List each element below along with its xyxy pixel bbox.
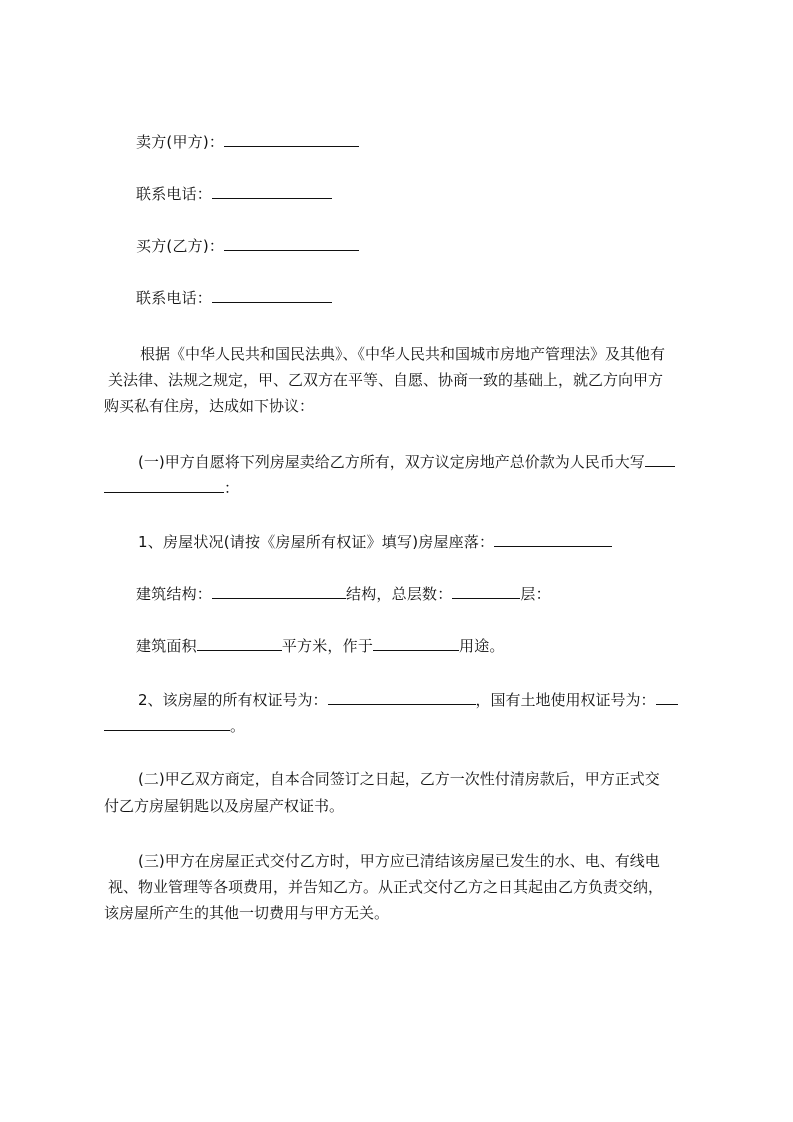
item2-end: 。 (230, 717, 246, 735)
ownership-cert-blank[interactable] (328, 690, 476, 705)
clause3-line-1: (三)甲方在房屋正式交付乙方时，甲方应已清结该房屋已发生的水、电、有线电 (138, 852, 660, 870)
usage-blank[interactable] (373, 636, 459, 651)
area-blank[interactable] (197, 636, 282, 651)
structure-mid: 结构，总层数： (346, 585, 453, 603)
buyer-label: 买方(乙方)： (136, 237, 225, 255)
clause1-line-2 (104, 477, 239, 499)
preamble-line-3: 购买私有住房，达成如下协议： (104, 397, 315, 415)
clause1-line-1 (138, 451, 675, 473)
item2-text: 2、该房屋的所有权证号为： (138, 691, 328, 709)
item1-text: 1、房屋状况(请按《房屋所有权证》填写)房屋座落： (138, 533, 495, 551)
seller-name-blank[interactable] (224, 132, 359, 147)
clause1-colon: ： (224, 479, 240, 497)
clause1-text: (一)甲方自愿将下列房屋卖给乙方所有，双方议定房地产总价款为人民币大写 (138, 453, 645, 471)
item2-line-2 (104, 715, 245, 737)
seller-line (136, 131, 359, 153)
preamble-line-1: 根据《中华人民共和国民法典》、《中华人民共和国城市房地产管理法》及其他有 (140, 345, 666, 363)
structure-label: 建筑结构： (136, 585, 213, 603)
item2-line-1 (138, 689, 678, 711)
land-cert-blank-a[interactable] (656, 690, 678, 705)
seller-phone-blank[interactable] (212, 184, 332, 199)
structure-end: 层： (520, 585, 551, 603)
seller-label: 卖方(甲方)： (136, 133, 225, 151)
structure-line (136, 583, 551, 605)
buyer-phone-label: 联系电话： (136, 289, 213, 307)
buyer-phone-line (136, 287, 332, 309)
land-cert-blank-b[interactable] (104, 716, 230, 731)
structure-blank[interactable] (212, 584, 346, 599)
buyer-name-blank[interactable] (224, 236, 359, 251)
clause2-line-2: 付乙方房屋钥匙以及房屋产权证书。 (104, 797, 345, 815)
clause3-line-3: 该房屋所产生的其他一切费用与甲方无关。 (104, 904, 390, 922)
price-blank-a[interactable] (645, 452, 675, 467)
item1-line (138, 531, 612, 553)
price-blank-b[interactable] (104, 478, 224, 493)
clause3-line-2: 视、物业管理等各项费用，并告知乙方。从正式交付乙方之日其起由乙方负责交纳， (108, 878, 664, 896)
seller-phone-line (136, 183, 332, 205)
buyer-line (136, 235, 359, 257)
area-label: 建筑面积 (136, 637, 197, 655)
area-mid: 平方米，作于 (281, 637, 374, 655)
location-blank[interactable] (494, 532, 612, 547)
area-line (136, 635, 505, 657)
preamble-line-2: 关法律、法规之规定，甲、乙双方在平等、自愿、协商一致的基础上，就乙方向甲方 (108, 371, 664, 389)
area-end: 用途。 (459, 637, 505, 655)
item2-mid: ，国有土地使用权证号为： (475, 691, 656, 709)
buyer-phone-blank[interactable] (212, 288, 332, 303)
clause2-line-1: (二)甲乙双方商定，自本合同签订之日起，乙方一次性付清房款后，甲方正式交 (138, 770, 660, 788)
floors-blank[interactable] (452, 584, 520, 599)
seller-phone-label: 联系电话： (136, 185, 213, 203)
